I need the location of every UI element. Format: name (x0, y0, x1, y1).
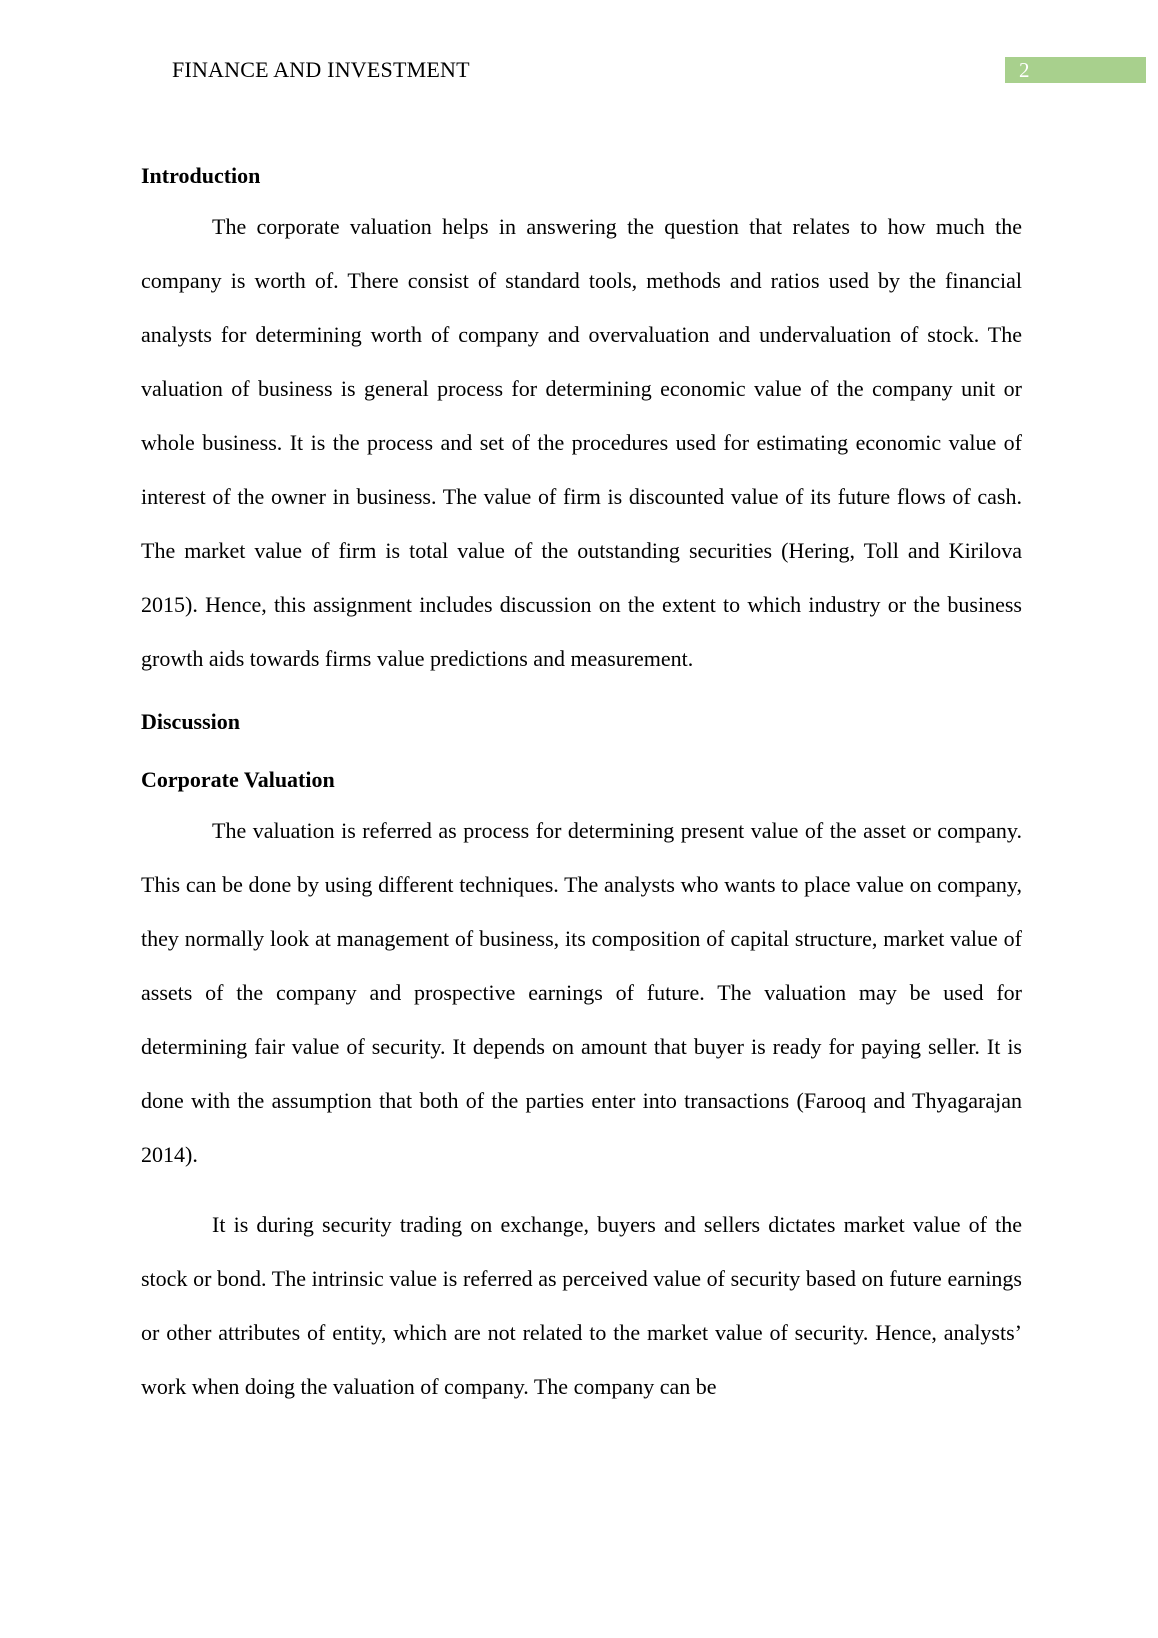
document-body (141, 158, 1022, 1414)
discussion-heading: Discussion (141, 709, 241, 734)
introduction-heading: Introduction (141, 163, 261, 188)
corporate-valuation-paragraph-2: It is during security trading on exchange, buyers and sellers dictates market value of the stock or bond. The intrinsic value is referred as perceived value of security based on future earnings or other attributes of entity, which are not related to the market value of security. Hence, analysts’ work when doing the valuation of company. The company can be (141, 1212, 1022, 1399)
corporate-valuation-paragraph-1: The valuation is referred as process for determining present value of the asset or company. This can be done by using different techniques. The analysts who wants to place value on company, they normally look at management of business, its composition of capital structure, market value of assets of the company and prospective earnings of future. The valuation may be used for determining fair value of security. It depends on amount that buyer is ready for paying seller. It is done with the assumption that both of the parties enter into transactions (Farooq and Thyagarajan 2014). (141, 818, 1022, 1167)
page-number-box (1005, 57, 1146, 83)
running-head: FINANCE AND INVESTMENT (172, 57, 470, 82)
introduction-paragraph: The corporate valuation helps in answering the question that relates to how much the company is worth of. There consist of standard tools, methods and ratios used by the financial analysts for determining worth of company and overvaluation and undervaluation of stock. The valuation of business is general process for determining economic value of the company unit or whole business. It is the process and set of the procedures used for estimating economic value of interest of the owner in business. The value of firm is discounted value of its future flows of cash. The market value of firm is total value of the outstanding securities (Hering, Toll and Kirilova 2015). Hence, this assignment includes discussion on the extent to which industry or the business growth aids towards firms value predictions and measurement. (141, 214, 1022, 671)
corporate-valuation-heading: Corporate Valuation (141, 767, 335, 792)
page-number: 2 (1019, 58, 1030, 82)
